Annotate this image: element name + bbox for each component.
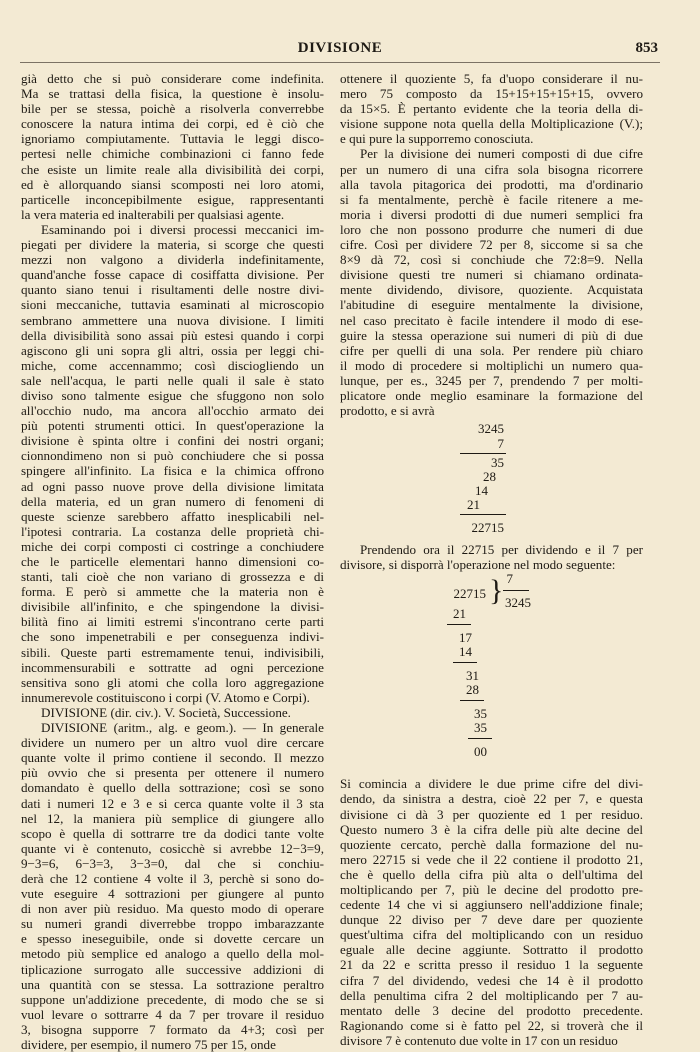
text-line: suppone un'addizione precedente, di modo che se si xyxy=(21,991,324,1007)
text-line: agiscono gli uni sopra gli altri, ossia per leggi chi- xyxy=(21,342,324,358)
text-line: bile per se stessa, poichè a risolverla converrebbe xyxy=(21,101,324,117)
brace: } xyxy=(489,574,504,608)
text-line: mero 75 composto da 15+15+15+15+15, ovvero xyxy=(340,86,643,102)
text-line: queste scienze sarebbero affatto inesplicabili nel- xyxy=(21,508,324,524)
text-line: particelle inconcepibilmente esigue, rappresentanti xyxy=(21,191,324,207)
text-line: mezzi non valgono a dividerla indefinitamente, xyxy=(21,252,324,268)
rule xyxy=(447,624,471,625)
rule xyxy=(468,738,492,739)
text-line: che sono impenetrabili e per conseguenza indivi- xyxy=(21,629,324,645)
text-line: per un numero di una cifra sola bisogna ricorrere xyxy=(340,161,643,177)
text-line: una quantità con se stessa. La sottrazione peraltro xyxy=(21,976,324,992)
text-line: visione suppone nota quella della Moltiplicazione (V.); xyxy=(340,116,643,132)
text-line: dividere un numero per un altro vuol dire cercare xyxy=(21,735,324,751)
text-line: Esaminando poi i diversi processi meccanici im- xyxy=(41,221,324,237)
text-line: 9−3=6, 6−3=3, 3−3=0, dal che si conchiu- xyxy=(21,855,324,871)
text-line: Per la divisione dei numeri composti di due cifre xyxy=(360,146,643,162)
text-line: mero 22715 si vede che il 22 contiene il prodotto 21, xyxy=(340,851,643,867)
text-line: sioni meccaniche, tuttavia esaminati al microscopio xyxy=(21,297,324,313)
text-line: DIVISIONE (aritm., alg. e geom.). — In generale xyxy=(41,720,324,736)
multiplication-example xyxy=(340,418,643,520)
text-line: piegati per dividere la materia, si scorge che questi xyxy=(21,237,324,253)
division-step: 28 xyxy=(466,682,479,698)
paragraph xyxy=(340,776,643,1048)
text-line: della divisibilità sono assai più estesi quando i corpi xyxy=(21,327,324,343)
text-line: ed è allorquando siansi scomposti nei loro atomi, xyxy=(21,176,324,192)
right-column xyxy=(340,71,643,1048)
text-line: quanto siano tenui i risultamenti delle nostre divi- xyxy=(21,282,324,298)
text-line: conoscere la natura intima dei corpi, ed è ciò che xyxy=(21,116,324,132)
text-line: DIVISIONE (dir. civ.). V. Società, Successione. xyxy=(41,704,291,720)
text-line: pertesi nelle chimiche combinazioni ci fanno fede xyxy=(21,146,324,162)
entry-heading-civil xyxy=(21,705,324,720)
division-step: 35 xyxy=(474,720,487,736)
text-line: bilità fino ai limiti estremi s'incontrano certe parti xyxy=(21,614,324,630)
text-line: su numeri grandi diverrebbe troppo imbarazzante xyxy=(21,916,324,932)
text-line: 8×9 dà 72, così si conchiude che 72:8=9. Nella xyxy=(340,252,643,268)
text-line: della penultima cifra 2 del moltiplicando per 7 au- xyxy=(340,987,643,1003)
division-step: 31 xyxy=(466,668,479,684)
text-line: moltiplicando per 7, più le decine del prodotto pre- xyxy=(340,882,643,897)
partial-product: 35 xyxy=(491,455,504,471)
multiplicand: 3245 xyxy=(478,421,504,437)
paragraph xyxy=(340,146,643,418)
text-line: cifra 7 del dividendo, vedesi che 14 è il prodotto xyxy=(340,972,643,988)
text-line: sembrano ammettere una nuova divisione. I limiti xyxy=(21,312,324,328)
rule xyxy=(453,662,477,663)
text-line: ignoriamo compiutamente. Tuttavia le leggi disco- xyxy=(21,131,324,147)
left-column xyxy=(21,71,324,1052)
text-line: divisore, si disporrà l'operazione nel modo seguente: xyxy=(340,557,616,573)
division-step: 35 xyxy=(474,706,487,722)
text-line: quest'ultima cifra del moltiplicando con un residuo xyxy=(340,927,643,943)
text-line: 3, bisogna supporre 7 formato da 4+3; così per xyxy=(21,1021,324,1037)
paragraph xyxy=(21,71,324,222)
text-line: lunque, per es., 3245 per 7, prendendo 7 per molti- xyxy=(340,372,643,388)
text-line: metodo più semplice ed analogo a quello della mol- xyxy=(21,946,324,962)
text-line: da 15×5. È pertanto evidente che la teoria della di- xyxy=(340,101,643,117)
text-line: che le particelle elementari hanno dimensioni co- xyxy=(21,554,324,569)
dividend: 22715 xyxy=(453,586,486,602)
paragraph xyxy=(340,71,643,146)
text-line: mente dividendo, divisore, quoziente. Acquistata xyxy=(340,282,643,298)
product: 22715 xyxy=(471,520,504,536)
text-line: Ragionando come si è fatto pel 22, si troverà che il xyxy=(340,1017,643,1033)
text-line: e spesso ineseguibile, onde si dovette cercare un xyxy=(21,931,324,947)
text-line: che è quello della cifra più alta o dell'ultima del xyxy=(340,866,643,882)
text-line: loro che non possono produrre che numeri di due xyxy=(340,221,643,237)
text-line: di non aver più residuo. Ma questo modo di operare xyxy=(21,901,324,917)
product-row xyxy=(340,520,643,536)
text-line: quoziente cercato, perchè dalla formazione del nu- xyxy=(340,836,643,852)
text-line: dendo, da sinistra a destra, cioè 22 per 7, e questa xyxy=(340,791,643,807)
text-line: più potenti strumenti ottici. In quest'operazione la xyxy=(21,418,324,434)
text-line: eguale alle decine aggiunte. Sottratto il prodotto xyxy=(340,942,643,958)
text-line: il modo di procedere si moltiplichi un numero qua- xyxy=(340,357,643,373)
running-title: DIVISIONE xyxy=(297,40,383,56)
division-step: 00 xyxy=(474,744,487,760)
text-line: l'abitudine di eseguire mentalmente la divisione, xyxy=(340,297,643,313)
text-line: quante vi è contenuto, cosicchè si avrebbe 12−3=9, xyxy=(21,840,324,856)
division-step: 17 xyxy=(459,630,472,646)
text-line: cionnondimeno non si può conchiudere che si possa xyxy=(21,448,324,464)
text-line: dividere, per esempio, il numero 75 per 15, onde xyxy=(21,1037,276,1052)
text-line: forma. E però si ammette che la materia non è xyxy=(21,584,324,600)
entry-arithmetic xyxy=(21,720,324,1052)
text-line: ottenere il quoziente 5, fa d'uopo considerare il nu- xyxy=(340,71,643,86)
division-step: 21 xyxy=(453,606,466,622)
text-line: divisione è spinta oltre i confini dei nostri organi; xyxy=(21,433,324,449)
quotient: 3245 xyxy=(505,595,531,611)
page-number: 853 xyxy=(635,40,658,56)
text-line: scopo è quella di sottrarre tre da dodici tante volte xyxy=(21,825,324,841)
text-line: miche, come accennammo; così disciogliendo un xyxy=(21,357,324,373)
text-line: cedente 14 che vi si aggiunsero nell'addizione finale; xyxy=(340,897,643,913)
rule xyxy=(503,590,529,591)
text-line: cifre. Così per dividere 72 per 8, siccome si sa che xyxy=(340,237,643,253)
division-step: 14 xyxy=(459,644,472,660)
text-line: stanti, tali cioè che non variano di grossezza e di xyxy=(21,569,324,585)
text-line: quante volte il primo contiene il secondo. Il mezzo xyxy=(21,750,324,766)
text-line: che esiste un limite reale alla divisibilità dei corpi, xyxy=(21,161,324,177)
text-line: si fa mentalmente, perchè è facile ritenere a me- xyxy=(340,191,643,207)
text-line: divisore 7 è contenuto due volte in 17 con un residuo xyxy=(340,1032,618,1048)
text-line: vute eseguire 4 sottrazioni per giungere al punto xyxy=(21,886,324,902)
text-line: domandato è quello della sottrazione; così se sono xyxy=(21,780,324,796)
text-line: Ma se trattasi della fisica, la questione è insolu- xyxy=(21,86,324,102)
text-line: prodotto, e si avrà xyxy=(340,403,435,419)
text-line: più ovvio che si presenta per ottenere il numero xyxy=(21,765,324,781)
text-line: moria i diversi prodotti di due numeri semplici fra xyxy=(340,206,643,222)
page-header xyxy=(20,40,660,63)
text-line: e qui pure la supporremo conosciuta. xyxy=(340,131,534,147)
text-line: Si comincia a dividere le due prime cifre del divi- xyxy=(340,776,643,792)
text-line: dati i numeri 12 e 3 e si cerca quante volte il 3 sta xyxy=(21,795,324,811)
paragraph xyxy=(21,222,324,705)
text-line: sibili. Queste parti estremamente tenui, indivisibili, xyxy=(21,644,324,660)
division-example xyxy=(340,572,643,772)
text-line: quand'anche fosse capace di cosiffatta divisione. Per xyxy=(21,267,324,283)
text-line: guire la stessa operazione sui numeri di più di due xyxy=(340,327,643,343)
paragraph xyxy=(340,542,643,572)
text-line: miche dei corpi composti ci costringe a conchiudere xyxy=(21,538,324,554)
text-line: divisione questi tre numeri si chiamano ordinata- xyxy=(340,267,643,283)
text-line: Prendendo ora il 22715 per dividendo e il 7 per xyxy=(360,542,643,558)
text-line: sensitiva sono gli atomi che colla loro aggregazione xyxy=(21,674,324,690)
rule xyxy=(460,453,506,454)
multiplier: 7 xyxy=(497,436,504,452)
partial-product: 21 xyxy=(467,497,480,513)
text-line: già detto che si può considerare come indefinita. xyxy=(21,71,324,86)
text-line: divisione ci dà 3 per quoziente ed 1 per residuo. xyxy=(340,806,643,822)
text-line: spingere all'infinito. La fisica e la chimica offrono xyxy=(21,463,324,479)
partial-product: 14 xyxy=(475,483,488,499)
text-line: nel caso precitato è facile intendere il modo di ese- xyxy=(340,312,643,328)
text-line: all'occhio nudo, ma ancora all'occhio armato dei xyxy=(21,403,324,419)
text-line: Questo numero 3 è la cifra delle più alte decine del xyxy=(340,821,643,837)
text-line: della materia, ed un gran numero di fenomeni di xyxy=(21,493,324,509)
text-line: mentato delle 3 decine del prodotto precedente. xyxy=(340,1002,643,1018)
text-line: plicatore onde meglio esaminare la formazione del xyxy=(340,387,643,403)
text-line: cifre per quelli di una sola. Per rendere più chiaro xyxy=(340,342,643,358)
text-line: la vera materia ed inalterabili per qualsiasi agente. xyxy=(21,206,285,222)
text-line: dunque 22 diviso per 7 deve dare per quoziente xyxy=(340,912,643,928)
rule xyxy=(460,514,506,515)
partial-product: 28 xyxy=(483,469,496,485)
text-line: ad ogni passo nuove prove della divisione limitata xyxy=(21,478,324,494)
text-line: vuol levare o sottrarre 4 da 7 per trovare il residuo xyxy=(21,1006,324,1022)
text-line: 21 da 22 e scritta presso il residuo 1 la seguente xyxy=(340,957,643,973)
text-line: incommensurabili e sottratte ad ogni percezione xyxy=(21,659,324,675)
text-line: tiplicazione surrogato alle successive addizioni di xyxy=(21,961,324,977)
text-line: nel 12, la maniera più semplice di giungere allo xyxy=(21,810,324,826)
divisor: 7 xyxy=(506,571,513,587)
text-line: alla tavola pitagorica dei prodotti, ma d'ordinario xyxy=(340,176,643,192)
text-line: l'ipotesi contraria. La costanza delle proprietà chi- xyxy=(21,523,324,539)
text-line: sale nell'acqua, le parti nelle quali il sale è stato xyxy=(21,372,324,388)
rule xyxy=(460,700,484,701)
text-line: diviso sono talmente esigue che sfuggono non solo xyxy=(21,387,324,403)
text-line: derà che 12 contiene 4 volte il 3, perchè si sono do- xyxy=(21,870,324,886)
text-line: divisibile all'infinito, e che spingendone la divisi- xyxy=(21,599,324,615)
text-line: innumerevole costituiscono i corpi (V. Atomo e Corpi). xyxy=(21,689,310,705)
